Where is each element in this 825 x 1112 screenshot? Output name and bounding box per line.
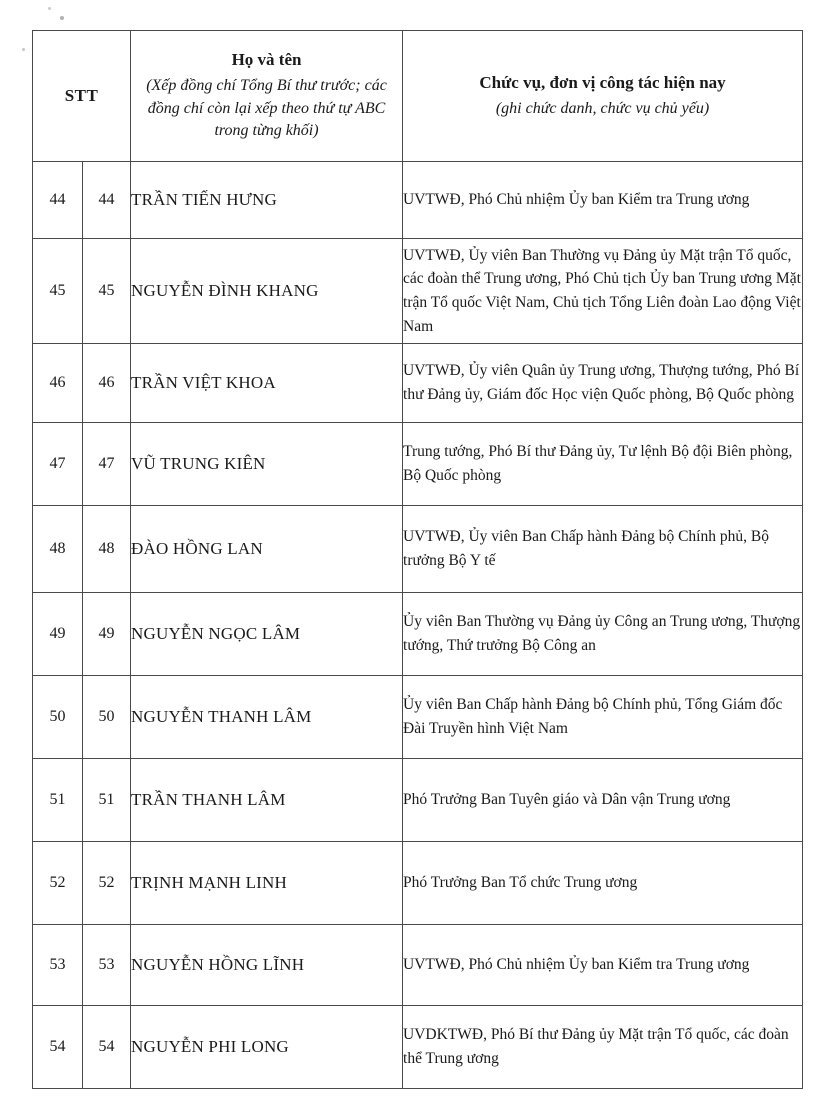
column-header-position-subtitle: (ghi chức danh, chức vụ chủ yếu) [495,99,710,117]
row-index-secondary: 48 [83,506,131,593]
row-index-primary: 54 [33,1006,83,1089]
column-header-name-subtitle: (Xếp đồng chí Tổng Bí thư trước; các đồng chí còn lại xếp theo thứ tự ABC trong từng khối) [146,76,387,140]
row-index-secondary: 49 [83,593,131,676]
row-index-secondary: 54 [83,1006,131,1089]
table-row [33,925,803,1006]
row-index-secondary: 47 [83,423,131,506]
row-index-primary: 51 [33,759,83,842]
row-position: UVDKTWĐ, Phó Bí thư Đảng ủy Mặt trận Tổ quốc, các đoàn thể Trung ương [403,1006,803,1089]
table-row [33,344,803,423]
scan-speck [60,16,64,20]
row-position: UVTWĐ, Ủy viên Quân ủy Trung ương, Thượng tướng, Phó Bí thư Đảng ủy, Giám đốc Học viện Quốc phòng, Bộ Quốc phòng [403,344,803,423]
table-row [33,506,803,593]
row-position: Ủy viên Ban Chấp hành Đảng bộ Chính phủ, Tổng Giám đốc Đài Truyền hình Việt Nam [403,676,803,759]
row-index-secondary: 44 [83,162,131,239]
row-index-primary: 49 [33,593,83,676]
scan-speck [48,7,51,10]
row-index-primary: 47 [33,423,83,506]
column-header-position [403,31,803,162]
table-row [33,162,803,239]
row-index-secondary: 45 [83,239,131,344]
row-position: UVTWĐ, Ủy viên Ban Thường vụ Đảng ủy Mặt trận Tổ quốc, các đoàn thể Trung ương, Phó Chủ tịch Ủy ban Trung ương Mặt trận Tổ quốc Việt Nam, Chủ tịch Tổng Liên đoàn Lao động Việt Nam [403,239,803,344]
row-position: UVTWĐ, Phó Chủ nhiệm Ủy ban Kiểm tra Trung ương [403,162,803,239]
row-index-primary: 44 [33,162,83,239]
row-name: TRẦN THANH LÂM [131,759,403,842]
table-body [33,162,803,1089]
row-index-primary: 46 [33,344,83,423]
column-header-position-title: Chức vụ, đơn vị công tác hiện nay [479,72,726,92]
table-row [33,676,803,759]
table-header [33,31,803,162]
row-name: NGUYỄN PHI LONG [131,1006,403,1089]
row-index-primary: 48 [33,506,83,593]
row-index-primary: 50 [33,676,83,759]
personnel-table [32,30,803,1089]
row-index-primary: 53 [33,925,83,1006]
row-index-secondary: 46 [83,344,131,423]
row-index-secondary: 52 [83,842,131,925]
row-position: UVTWĐ, Phó Chủ nhiệm Ủy ban Kiểm tra Trung ương [403,925,803,1006]
row-name: NGUYỄN HỒNG LĨNH [131,925,403,1006]
column-header-name-title: Họ và tên [231,49,302,69]
row-index-primary: 45 [33,239,83,344]
table-row [33,239,803,344]
column-header-name [131,31,403,162]
table-row [33,423,803,506]
row-name: VŨ TRUNG KIÊN [131,423,403,506]
row-index-secondary: 50 [83,676,131,759]
row-name: TRỊNH MẠNH LINH [131,842,403,925]
row-index-secondary: 51 [83,759,131,842]
column-header-stt: STT [33,31,131,162]
row-position: Trung tướng, Phó Bí thư Đảng ủy, Tư lệnh Bộ đội Biên phòng, Bộ Quốc phòng [403,423,803,506]
scan-speck [22,48,25,51]
table-row [33,842,803,925]
row-position: Phó Trưởng Ban Tổ chức Trung ương [403,842,803,925]
row-position: Phó Trưởng Ban Tuyên giáo và Dân vận Trung ương [403,759,803,842]
table-row [33,1006,803,1089]
row-name: ĐÀO HỒNG LAN [131,506,403,593]
table-row [33,593,803,676]
row-index-secondary: 53 [83,925,131,1006]
row-position: Ủy viên Ban Thường vụ Đảng ủy Công an Trung ương, Thượng tướng, Thứ trưởng Bộ Công an [403,593,803,676]
row-name: NGUYỄN NGỌC LÂM [131,593,403,676]
row-index-primary: 52 [33,842,83,925]
row-name: NGUYỄN THANH LÂM [131,676,403,759]
row-position: UVTWĐ, Ủy viên Ban Chấp hành Đảng bộ Chính phủ, Bộ trưởng Bộ Y tế [403,506,803,593]
row-name: TRẦN TIẾN HƯNG [131,162,403,239]
table-row [33,759,803,842]
row-name: TRẦN VIỆT KHOA [131,344,403,423]
row-name: NGUYỄN ĐÌNH KHANG [131,239,403,344]
header-row [33,31,803,162]
